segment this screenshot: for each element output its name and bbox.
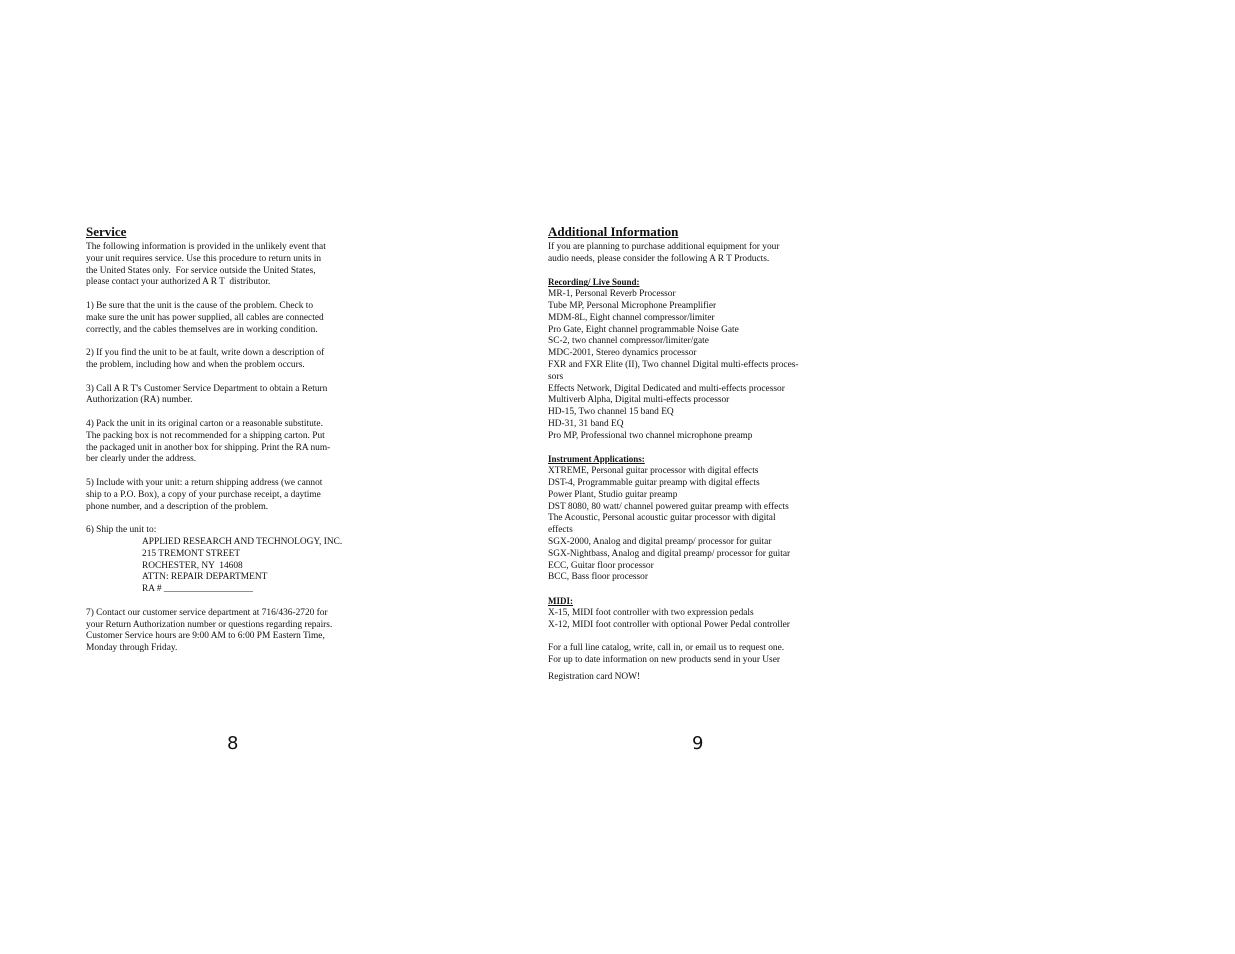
step-line: phone number, and a description of the problem.	[86, 501, 269, 512]
service-step-3	[86, 384, 386, 408]
service-intro-paragraph	[86, 242, 386, 289]
product-item: Tube MP, Personal Microphone Preamplifier	[548, 300, 717, 311]
intro-line: audio needs, please consider the following A R T Products.	[548, 253, 770, 264]
product-item: effects	[548, 525, 573, 536]
midi-section	[548, 596, 848, 631]
page-number-right: 9	[692, 733, 704, 754]
product-item: sors	[548, 371, 564, 382]
product-item: Pro MP, Professional two channel microphone preamp	[548, 430, 753, 441]
recording-section	[548, 277, 848, 442]
closing-line: For a full line catalog, write, call in, or email us to request one.	[548, 643, 785, 654]
product-item: HD-31, 31 band EQ	[548, 418, 624, 429]
service-step-2	[86, 348, 386, 372]
step-line: your Return Authorization number or questions regarding repairs.	[86, 619, 333, 630]
step-line: 4) Pack the unit in its original carton or a reasonable substitute.	[86, 418, 323, 429]
intro-line: If you are planning to purchase additional equipment for your	[548, 242, 780, 252]
step-line: Authorization (RA) number.	[86, 395, 193, 406]
step-line: The packing box is not recommended for a shipping carton. Put	[86, 430, 325, 441]
address-line: ATTN: REPAIR DEPARTMENT	[142, 572, 268, 583]
midi-heading: MIDI:	[548, 595, 573, 606]
step-line: 2) If you find the unit to be at fault, write down a description of	[86, 348, 325, 359]
product-item: MDM-8L, Eight channel compressor/limiter	[548, 312, 715, 323]
product-item: Multiverb Alpha, Digital multi-effects processor	[548, 395, 730, 406]
closing-line-last: Registration card NOW!	[548, 671, 641, 682]
product-item: HD-15, Two channel 15 band EQ	[548, 407, 674, 418]
step-line: ship to a P.O. Box), a copy of your purchase receipt, a daytime	[86, 489, 321, 500]
step-line: Monday through Friday.	[86, 643, 178, 654]
product-item: DST-4, Programmable guitar preamp with digital effects	[548, 477, 760, 488]
right-page-content	[548, 224, 848, 683]
service-step-7	[86, 608, 386, 655]
service-step-5	[86, 478, 386, 513]
left-page-content	[86, 224, 386, 667]
product-item: X-15, MIDI foot controller with two expression pedals	[548, 607, 754, 618]
step-line: 1) Be sure that the unit is the cause of the problem. Check to	[86, 300, 314, 311]
step-line: Customer Service hours are 9:00 AM to 6:00 PM Eastern Time,	[86, 631, 325, 642]
step-line: 5) Include with your unit: a return shipping address (we cannot	[86, 477, 323, 488]
product-item: DST 8080, 80 watt/ channel powered guitar preamp with effects	[548, 501, 789, 512]
service-intro-line: The following information is provided in the unlikely event that	[86, 242, 326, 252]
instrument-heading: Instrument Applications:	[548, 454, 645, 465]
instrument-section	[548, 454, 848, 584]
ra-number-line: RA # ___________________	[142, 584, 253, 595]
address-line: 215 TREMONT STREET	[142, 548, 241, 559]
additional-info-intro	[548, 242, 848, 266]
product-item: Power Plant, Studio guitar preamp	[548, 489, 678, 500]
product-item: FXR and FXR Elite (II), Two channel Digital multi-effects proces-	[548, 359, 799, 370]
service-step-4	[86, 419, 386, 466]
step-line: correctly, and the cables themselves are in working condition.	[86, 324, 318, 335]
address-line: ROCHESTER, NY 14608	[142, 560, 243, 571]
service-intro-line: the United States only. For service outside the United States,	[86, 265, 316, 276]
step-line: 6) Ship the unit to:	[86, 525, 157, 536]
additional-info-heading: Additional Information	[548, 224, 679, 239]
address-line: APPLIED RESEARCH AND TECHNOLOGY, INC.	[142, 536, 343, 547]
step-line: 3) Call A R T's Customer Service Department to obtain a Return	[86, 383, 328, 394]
product-item: X-12, MIDI foot controller with optional Power Pedal controller	[548, 619, 790, 630]
closing-paragraph	[548, 643, 848, 667]
service-heading: Service	[86, 224, 127, 239]
product-item: SGX-2000, Analog and digital preamp/ processor for guitar	[548, 536, 772, 547]
step-line: ber clearly under the address.	[86, 454, 197, 465]
step-line: the packaged unit in another box for shipping. Print the RA num-	[86, 442, 331, 453]
product-item: Pro Gate, Eight channel programmable Noise Gate	[548, 324, 739, 335]
step-line: the problem, including how and when the problem occurs.	[86, 359, 305, 370]
product-item: Effects Network, Digital Dedicated and multi-effects processor	[548, 383, 785, 394]
product-item: XTREME, Personal guitar processor with digital effects	[548, 466, 759, 477]
product-item: SGX-Nightbass, Analog and digital preamp/ processor for guitar	[548, 548, 791, 559]
product-item: MDC-2001, Stereo dynamics processor	[548, 348, 697, 359]
product-item: The Acoustic, Personal acoustic guitar processor with digital	[548, 513, 776, 524]
step-line: 7) Contact our customer service department at 716/436-2720 for	[86, 607, 328, 618]
service-step-6	[86, 525, 386, 596]
service-intro-line: please contact your authorized A R T distributor.	[86, 277, 271, 288]
recording-heading: Recording/ Live Sound:	[548, 277, 640, 288]
closing-line: For up to date information on new products send in your User	[548, 654, 780, 665]
service-intro-line: your unit requires service. Use this procedure to return units in	[86, 253, 322, 264]
product-item: BCC, Bass floor processor	[548, 572, 648, 583]
product-item: ECC, Guitar floor processor	[548, 560, 654, 571]
product-item: SC-2, two channel compressor/limiter/gate	[548, 336, 709, 347]
service-step-1	[86, 301, 386, 336]
step-line: make sure the unit has power supplied, all cables are connected	[86, 312, 324, 323]
product-item: MR-1, Personal Reverb Processor	[548, 289, 676, 300]
page-number-left: 8	[227, 733, 239, 754]
